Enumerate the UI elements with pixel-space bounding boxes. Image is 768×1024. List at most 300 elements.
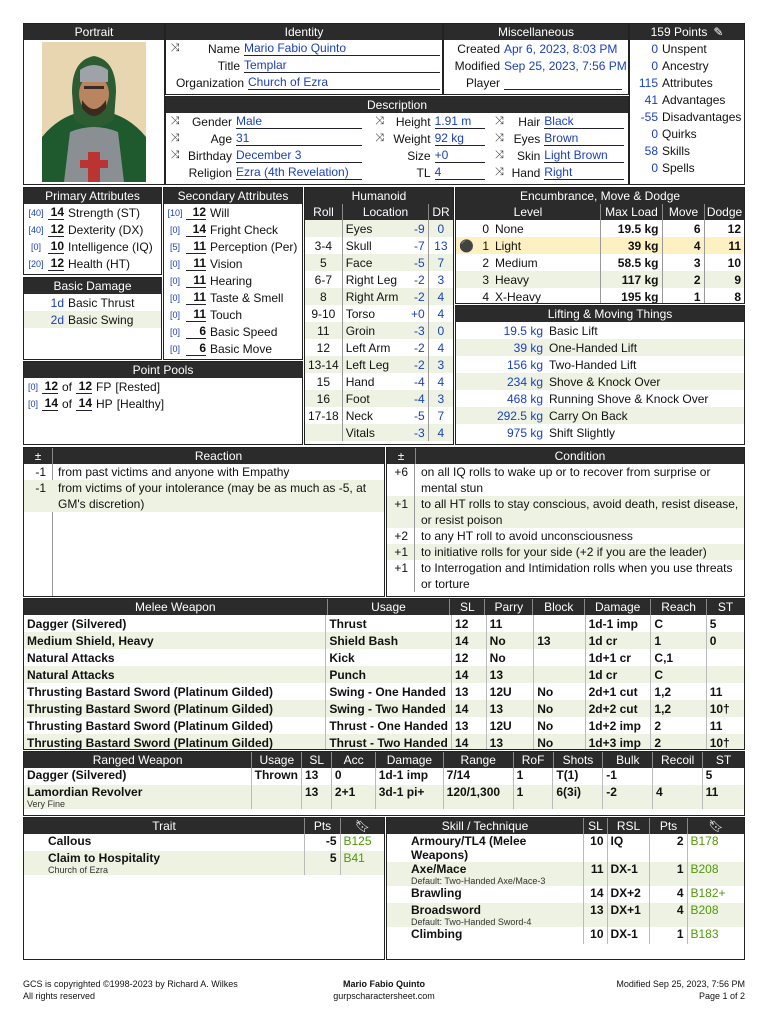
melee-cell: Thrusting Bastard Sword (Platinum Gilded) bbox=[24, 700, 326, 717]
pool-maximum[interactable]: 14 bbox=[76, 396, 92, 411]
attribute-label: Will bbox=[210, 205, 230, 220]
points-label: Quirks bbox=[662, 126, 697, 141]
dodge-column-header: Dodge bbox=[704, 204, 744, 220]
weight-icon: ⚫ bbox=[459, 238, 474, 253]
attribute-value[interactable]: 14 bbox=[186, 222, 206, 237]
melee-cell: 1,2 bbox=[651, 683, 706, 700]
points-label: Ancestry bbox=[662, 58, 709, 73]
attribute-value[interactable]: 10 bbox=[48, 239, 64, 254]
condition-row bbox=[387, 464, 744, 496]
reaction-text-cont: GM's discretion) bbox=[58, 497, 145, 511]
encumbrance-row[interactable] bbox=[456, 220, 744, 237]
melee-cell: 14 bbox=[452, 632, 487, 649]
melee-cell: Swing - One Handed bbox=[326, 683, 452, 700]
lift-weight: 468 kg bbox=[506, 391, 543, 406]
ranged-column-header: Range bbox=[443, 752, 513, 768]
melee-weapon-row[interactable] bbox=[24, 649, 744, 666]
footer-modified: Modified Sep 25, 2023, 7:56 PM bbox=[616, 979, 745, 989]
melee-weapon-row[interactable] bbox=[24, 734, 744, 750]
condition-row bbox=[387, 544, 744, 560]
encumbrance-level: Heavy bbox=[492, 271, 600, 288]
melee-weapon-row[interactable] bbox=[24, 683, 744, 700]
skill-row[interactable] bbox=[387, 927, 744, 944]
height-field[interactable]: 1.91 m bbox=[435, 114, 485, 129]
location-name: Right Arm bbox=[345, 289, 399, 304]
ranged-cell-value: Dagger (Silvered) bbox=[27, 768, 127, 782]
lift-label: Two-Handed Lift bbox=[549, 357, 637, 372]
melee-cell: Shield Bash bbox=[326, 632, 452, 649]
points-header: 159 Points bbox=[650, 25, 708, 39]
points-value: 0 bbox=[651, 58, 658, 73]
secondary-attributes-header: Secondary Attributes bbox=[164, 188, 302, 204]
encumbrance-row[interactable] bbox=[456, 237, 744, 254]
hit-location-row bbox=[305, 322, 453, 339]
points-value: 41 bbox=[644, 92, 658, 107]
melee-cell: No bbox=[534, 717, 585, 734]
roll-range: 13-14 bbox=[305, 356, 342, 373]
attribute-cost: [0] bbox=[169, 224, 180, 235]
melee-column-header: Parry bbox=[484, 599, 532, 615]
birthday-label: Birthday bbox=[187, 148, 232, 163]
reaction-panel bbox=[23, 447, 385, 597]
randomize-icon[interactable]: ⤨ bbox=[170, 132, 180, 144]
location-name: Foot bbox=[345, 391, 370, 406]
name-field[interactable]: Mario Fabio Quinto bbox=[244, 41, 440, 56]
roll-range: 5 bbox=[305, 254, 342, 271]
location-modifier: -2 bbox=[402, 339, 428, 356]
randomize-icon[interactable]: ⤨ bbox=[494, 115, 504, 127]
condition-pm-header: ± bbox=[397, 449, 405, 463]
skill-row[interactable] bbox=[387, 903, 744, 927]
roll-range bbox=[305, 424, 342, 441]
points-value: -55 bbox=[640, 109, 658, 124]
points-row bbox=[630, 40, 744, 57]
condition-text-cont: or torture bbox=[421, 577, 470, 591]
pool-of: of bbox=[62, 379, 73, 394]
location-name: Skull bbox=[345, 238, 372, 253]
attribute-label: Basic Move bbox=[210, 341, 273, 356]
encumbrance-number: 3 bbox=[482, 272, 489, 287]
melee-cell: 12U bbox=[486, 683, 534, 700]
melee-cell: 11 bbox=[709, 718, 723, 733]
attribute-cost: [0] bbox=[169, 343, 180, 354]
points-value: 58 bbox=[644, 143, 658, 158]
hit-location-row bbox=[305, 237, 453, 254]
hair-field[interactable]: Black bbox=[544, 114, 624, 129]
ranged-cell-value: 7/14 bbox=[446, 768, 471, 782]
ranged-column-header: Bulk bbox=[602, 752, 652, 768]
primary-attributes-header: Primary Attributes bbox=[24, 188, 161, 204]
secondary-attribute-row bbox=[164, 221, 302, 238]
condition-row bbox=[387, 528, 744, 544]
attribute-cost: [10] bbox=[167, 207, 183, 218]
player-field[interactable] bbox=[504, 76, 622, 90]
encumbrance-row[interactable] bbox=[456, 288, 744, 304]
melee-cell: C,1 bbox=[651, 649, 706, 666]
encumbrance-row[interactable] bbox=[456, 271, 744, 288]
dr-column-header: DR bbox=[428, 204, 453, 220]
points-label: Skills bbox=[662, 143, 691, 158]
damage-value: 1d bbox=[50, 295, 64, 310]
melee-cell: C bbox=[651, 666, 706, 683]
condition-modifier: +1 bbox=[387, 560, 415, 592]
roll-range: 11 bbox=[305, 322, 342, 339]
attribute-row bbox=[24, 221, 161, 238]
trait-row[interactable] bbox=[24, 834, 384, 851]
randomize-icon[interactable]: ⤨ bbox=[494, 132, 504, 144]
attribute-cost: [0] bbox=[169, 258, 180, 269]
melee-cell: 1d cr bbox=[585, 632, 651, 649]
points-row bbox=[630, 74, 744, 91]
pool-current[interactable]: 14 bbox=[42, 396, 58, 411]
melee-cell bbox=[534, 615, 585, 632]
ranged-column-header: Usage bbox=[251, 752, 301, 768]
roll-range: 16 bbox=[305, 390, 342, 407]
skill-default-note: Default: Two-Handed Sword-4 bbox=[411, 917, 532, 927]
age-field[interactable]: 31 bbox=[236, 131, 362, 146]
melee-weapon-row[interactable] bbox=[24, 666, 744, 683]
attribute-value[interactable]: 11 bbox=[186, 290, 206, 305]
hand-label: Hand bbox=[511, 165, 541, 180]
attribute-value[interactable]: 12 bbox=[186, 205, 206, 220]
melee-cell: 11 bbox=[486, 615, 534, 632]
move-value: 6 bbox=[662, 220, 704, 237]
attribute-value[interactable]: 12 bbox=[48, 222, 64, 237]
condition-modifier: +6 bbox=[387, 464, 415, 496]
randomize-icon[interactable]: ⤨ bbox=[170, 149, 180, 161]
melee-cell: Thrusting Bastard Sword (Platinum Gilded) bbox=[24, 683, 326, 700]
encumbrance-level: X-Heavy bbox=[492, 288, 600, 304]
location-dr: 7 bbox=[437, 255, 445, 270]
skill-level: 13 bbox=[583, 903, 607, 927]
footer-website-link[interactable]: gurpscharactersheet.com bbox=[333, 991, 435, 1001]
point-pools-panel bbox=[23, 361, 303, 445]
attribute-value[interactable]: 6 bbox=[186, 324, 206, 339]
melee-cell: 2 bbox=[651, 717, 706, 734]
melee-cell: 14 bbox=[452, 700, 487, 717]
skill-reference[interactable]: B182+ bbox=[690, 886, 726, 900]
bookmark-icon[interactable]: 🔖︎ bbox=[687, 818, 744, 834]
ranged-cell bbox=[702, 768, 744, 785]
location-modifier: -2 bbox=[402, 271, 428, 288]
reaction-header: Reaction bbox=[52, 448, 384, 464]
ranged-weapon-note: Very Fine bbox=[27, 799, 66, 809]
skill-points: 1 bbox=[649, 927, 687, 944]
skin-field[interactable]: Light Brown bbox=[544, 148, 624, 163]
points-panel bbox=[629, 23, 745, 185]
melee-weapon-row[interactable] bbox=[24, 717, 744, 734]
basic-damage-header: Basic Damage bbox=[24, 278, 161, 294]
skill-name-cell bbox=[387, 903, 583, 927]
hit-location-row bbox=[305, 220, 453, 237]
location-dr: 0 bbox=[437, 323, 445, 338]
melee-cell: 1d+3 imp bbox=[585, 734, 651, 750]
bookmark-icon[interactable]: 🔖︎ bbox=[340, 818, 384, 834]
lift-weight: 39 kg bbox=[513, 340, 543, 355]
attribute-value[interactable]: 11 bbox=[186, 273, 206, 288]
footer-right bbox=[616, 978, 745, 1002]
organization-field[interactable]: Church of Ezra bbox=[248, 75, 440, 90]
melee-cell: 13 bbox=[452, 683, 487, 700]
skill-reference[interactable]: B178 bbox=[690, 834, 719, 848]
hit-location-row bbox=[305, 407, 453, 424]
primary-attributes-panel bbox=[23, 187, 162, 275]
skill-name: Climbing bbox=[411, 927, 463, 941]
ranged-column-header: Damage bbox=[375, 752, 443, 768]
description-header: Description bbox=[166, 97, 628, 113]
location-column-header: Location bbox=[342, 204, 428, 220]
ranged-cell-value: -2 bbox=[606, 785, 617, 799]
location-dr: 4 bbox=[437, 289, 445, 304]
attribute-label: Fright Check bbox=[210, 222, 279, 237]
condition-modifier: +1 bbox=[387, 496, 415, 528]
identity-header: Identity bbox=[166, 24, 442, 40]
attribute-value[interactable]: 11 bbox=[186, 307, 206, 322]
location-modifier: -7 bbox=[402, 237, 428, 254]
ranged-cell bbox=[24, 768, 251, 785]
lift-label: Shove & Knock Over bbox=[549, 374, 661, 389]
location-modifier: -4 bbox=[402, 373, 428, 390]
melee-weapons-panel bbox=[23, 598, 745, 750]
points-row bbox=[630, 142, 744, 159]
point-pools-header: Point Pools bbox=[24, 362, 302, 378]
birthday-field[interactable]: December 3 bbox=[236, 148, 362, 163]
skill-points: 1 bbox=[649, 862, 687, 886]
points-label: Disadvantages bbox=[662, 109, 742, 124]
location-dr: 4 bbox=[437, 374, 445, 389]
dodge-value: 10 bbox=[727, 255, 741, 270]
pool-row bbox=[24, 378, 302, 395]
skill-name-cont: Weapons) bbox=[411, 848, 469, 862]
skill-row[interactable] bbox=[387, 886, 744, 903]
lift-label: Running Shove & Knock Over bbox=[549, 391, 709, 406]
lifting-row bbox=[456, 356, 744, 373]
portrait-illustration bbox=[42, 42, 146, 182]
max-load: 117 kg bbox=[600, 271, 662, 288]
ranged-cell-value: 1d-1 imp bbox=[378, 768, 429, 782]
melee-cell: No bbox=[486, 649, 534, 666]
location-dr: 3 bbox=[437, 357, 445, 372]
attribute-label: Strength (ST) bbox=[68, 205, 141, 220]
skill-row[interactable] bbox=[387, 862, 744, 886]
location-modifier: -5 bbox=[402, 407, 428, 424]
randomize-icon[interactable]: ⤨ bbox=[375, 132, 384, 144]
roll-range: 9-10 bbox=[305, 305, 342, 322]
points-value: 0 bbox=[651, 126, 658, 141]
lifting-row bbox=[456, 390, 744, 407]
attribute-value[interactable]: 12 bbox=[48, 256, 64, 271]
location-name: Right Leg bbox=[345, 272, 398, 287]
randomize-icon[interactable]: ⤨ bbox=[375, 115, 384, 127]
melee-cell: 11 bbox=[709, 684, 723, 699]
trait-points-column-header: Pts bbox=[304, 818, 340, 834]
lifting-row bbox=[456, 373, 744, 390]
ranged-cell bbox=[375, 785, 443, 809]
melee-column-header: Melee Weapon bbox=[135, 600, 216, 614]
pool-current[interactable]: 12 bbox=[42, 379, 58, 394]
skill-name-cell bbox=[387, 927, 583, 944]
attribute-value[interactable]: 11 bbox=[186, 239, 206, 254]
ranged-cell bbox=[24, 785, 251, 809]
melee-weapon-row[interactable] bbox=[24, 632, 744, 649]
melee-cell: 14 bbox=[452, 666, 487, 683]
trait-name-cell bbox=[24, 834, 304, 851]
melee-column-header: Block bbox=[532, 599, 584, 615]
ranged-cell-value: -1 bbox=[606, 768, 617, 782]
name-label: Name bbox=[207, 41, 240, 56]
melee-cell: 12 bbox=[452, 615, 487, 632]
roll-range: 12 bbox=[305, 339, 342, 356]
location-modifier: -3 bbox=[402, 424, 428, 441]
ranged-column-header: ST bbox=[702, 752, 744, 768]
trait-row[interactable] bbox=[24, 851, 384, 875]
weight-field[interactable]: 92 kg bbox=[435, 131, 485, 146]
skill-relative-level: DX+1 bbox=[607, 903, 649, 927]
skill-reference[interactable]: B208 bbox=[690, 862, 719, 876]
secondary-attribute-row bbox=[164, 272, 302, 289]
skill-name-cell bbox=[387, 886, 583, 903]
skill-reference[interactable]: B208 bbox=[690, 903, 719, 917]
skill-column-header: Skill / Technique bbox=[441, 819, 529, 833]
condition-modifier: +1 bbox=[387, 544, 415, 560]
skill-reference[interactable]: B183 bbox=[690, 927, 719, 941]
attribute-value[interactable]: 6 bbox=[186, 341, 206, 356]
tl-field[interactable]: 4 bbox=[435, 165, 485, 180]
modified-value: Sep 25, 2023, 7:56 PM bbox=[504, 58, 627, 73]
ranged-cell-value: T(1) bbox=[556, 768, 579, 782]
melee-column-header: Reach bbox=[650, 599, 706, 615]
points-row bbox=[630, 57, 744, 74]
melee-cell bbox=[706, 666, 744, 683]
location-dr: 3 bbox=[437, 391, 445, 406]
size-field[interactable]: +0 bbox=[435, 148, 485, 163]
trait-points: 5 bbox=[304, 851, 340, 875]
pool-state: [Rested] bbox=[115, 379, 161, 394]
location-modifier: -3 bbox=[402, 322, 428, 339]
lift-label: Shift Slightly bbox=[549, 425, 616, 440]
hit-location-header: Humanoid bbox=[305, 188, 453, 204]
skill-name: Axe/Mace bbox=[411, 862, 467, 876]
damage-row bbox=[24, 294, 161, 311]
ranged-column-header: RoF bbox=[513, 752, 553, 768]
trait-name: Callous bbox=[48, 834, 92, 848]
page-number: Page 1 of 2 bbox=[698, 991, 745, 1001]
melee-cell: 2 bbox=[651, 734, 706, 750]
attribute-value[interactable]: 11 bbox=[186, 256, 206, 271]
skill-row[interactable] bbox=[387, 834, 744, 862]
condition-row bbox=[387, 560, 744, 592]
footer-left bbox=[23, 978, 238, 1002]
location-name: Left Arm bbox=[345, 340, 391, 355]
condition-text: to all HT rolls to stay conscious, avoid death, resist disease, bbox=[421, 497, 739, 511]
size-label: Size bbox=[407, 148, 431, 163]
lifting-row bbox=[456, 339, 744, 356]
roll-range: 3-4 bbox=[305, 237, 342, 254]
randomize-icon[interactable]: ⤨ bbox=[494, 149, 504, 161]
description-panel bbox=[165, 96, 629, 185]
melee-cell bbox=[534, 649, 585, 666]
skill-level: 14 bbox=[583, 886, 607, 903]
ranged-cell-value: 13 bbox=[304, 785, 319, 799]
trait-reference[interactable]: B125 bbox=[343, 834, 372, 848]
ranged-cell-value: 2+1 bbox=[334, 785, 356, 799]
secondary-attributes-panel bbox=[163, 187, 303, 360]
location-dr: 7 bbox=[437, 408, 445, 423]
lift-label: Carry On Back bbox=[549, 408, 628, 423]
skill-rsl-column-header: RSL bbox=[607, 818, 649, 834]
encumbrance-row[interactable] bbox=[456, 254, 744, 271]
location-name: Torso bbox=[345, 306, 376, 321]
melee-cell: 10† bbox=[709, 701, 730, 716]
roll-range: 15 bbox=[305, 373, 342, 390]
ranged-column-header: Acc bbox=[331, 752, 375, 768]
melee-cell: 13 bbox=[534, 632, 585, 649]
gender-field[interactable]: Male bbox=[236, 114, 362, 129]
skill-default-note: Default: Two-Handed Axe/Mace-3 bbox=[411, 876, 546, 886]
ranged-cell-value: 1 bbox=[516, 785, 524, 799]
max-load: 19.5 kg bbox=[600, 220, 662, 237]
gender-label: Gender bbox=[191, 114, 232, 129]
condition-text-cont: mental stun bbox=[421, 481, 484, 495]
reaction-pm-header: ± bbox=[34, 449, 42, 463]
melee-weapon-row[interactable] bbox=[24, 700, 744, 717]
encumbrance-number: 1 bbox=[482, 238, 489, 253]
religion-field[interactable]: Ezra (4th Revelation) bbox=[236, 165, 362, 180]
secondary-attribute-row bbox=[164, 340, 302, 357]
skill-name: Broadsword bbox=[411, 903, 482, 917]
height-label: Height bbox=[395, 114, 431, 129]
randomize-icon[interactable]: ⤨ bbox=[170, 42, 180, 54]
edit-icon[interactable]: ✎ bbox=[713, 25, 724, 39]
melee-cell: No bbox=[534, 683, 585, 700]
hand-field[interactable]: Right bbox=[544, 165, 624, 180]
location-modifier: -9 bbox=[402, 220, 428, 237]
title-field[interactable]: Templar bbox=[244, 58, 440, 73]
encumbrance-number: 2 bbox=[482, 255, 489, 270]
condition-row bbox=[387, 496, 744, 528]
ranged-cell bbox=[331, 785, 375, 809]
points-row bbox=[630, 125, 744, 142]
randomize-icon[interactable]: ⤨ bbox=[170, 115, 180, 127]
attribute-value[interactable]: 14 bbox=[48, 205, 64, 220]
ranged-cell bbox=[301, 768, 331, 785]
damage-label: Basic Thrust bbox=[68, 295, 135, 310]
attribute-label: Taste & Smell bbox=[210, 290, 284, 305]
ranged-weapon-row[interactable] bbox=[24, 768, 744, 785]
attribute-label: Intelligence (IQ) bbox=[68, 239, 153, 254]
melee-weapon-row[interactable] bbox=[24, 615, 744, 632]
ranged-weapon-row[interactable] bbox=[24, 785, 744, 809]
pool-maximum[interactable]: 12 bbox=[76, 379, 92, 394]
randomize-icon[interactable]: ⤨ bbox=[494, 166, 504, 178]
melee-cell: 13 bbox=[486, 666, 534, 683]
skin-label: Skin bbox=[516, 148, 541, 163]
portrait-header: Portrait bbox=[24, 24, 164, 40]
ranged-cell bbox=[513, 768, 553, 785]
melee-cell: Thrusting Bastard Sword (Platinum Gilded) bbox=[24, 734, 326, 750]
points-row bbox=[630, 91, 744, 108]
secondary-attribute-row bbox=[164, 306, 302, 323]
roll-range: 6-7 bbox=[305, 271, 342, 288]
pool-cost: [0] bbox=[27, 398, 38, 409]
portrait-image[interactable] bbox=[42, 42, 146, 182]
melee-cell: Swing - Two Handed bbox=[326, 700, 452, 717]
eyes-field[interactable]: Brown bbox=[544, 131, 624, 146]
trait-note: Church of Ezra bbox=[48, 865, 109, 875]
melee-cell: 1d cr bbox=[585, 666, 651, 683]
move-column-header: Move bbox=[662, 204, 704, 220]
trait-reference[interactable]: B41 bbox=[343, 851, 365, 865]
